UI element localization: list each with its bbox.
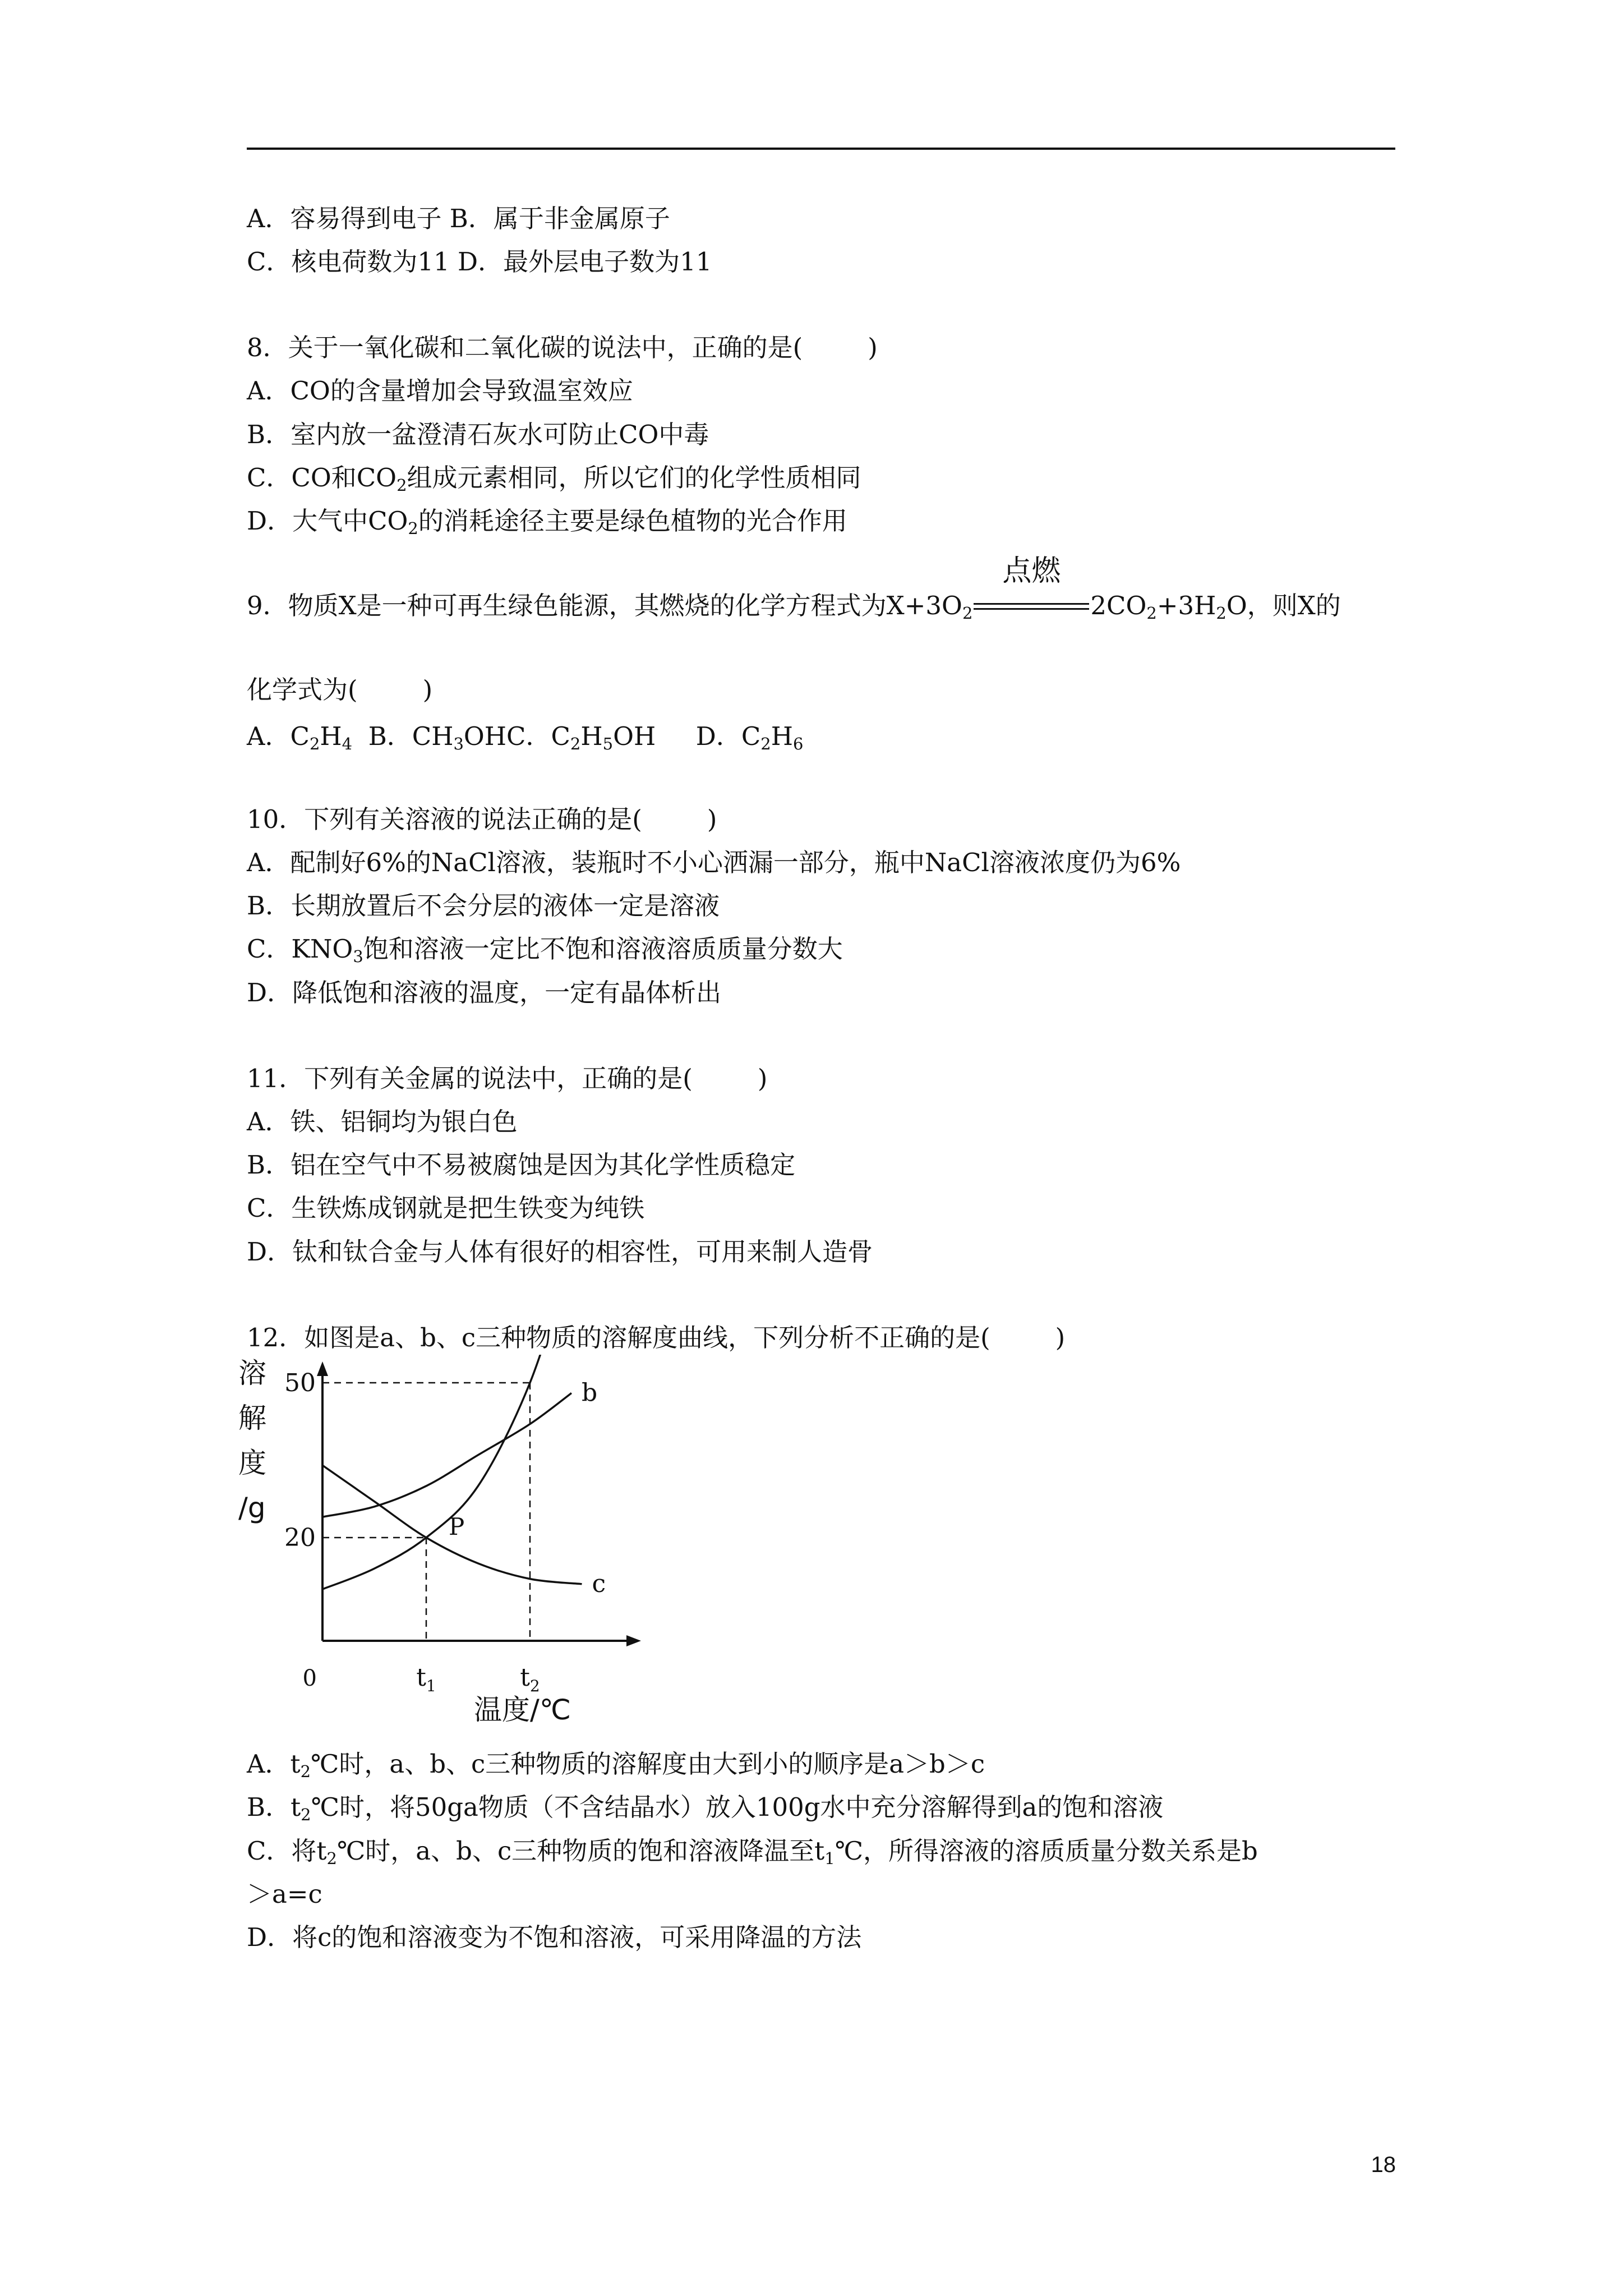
q12-option-b: B．$t_2℃$时，将50ga物质（不含结晶水）放入100g水中充分溶解得到a的饱和溶液 — [247, 1792, 1164, 1824]
q9-option-c: C．$C_2H_5OH$ — [506, 721, 656, 753]
q8-option-b: B．室内放一盆澄清石灰水可防止CO中毒 — [247, 420, 709, 449]
q9-option-a: A．$C_2H_4$ — [247, 721, 353, 753]
q10-option-b: B．长期放置后不会分层的液体一定是溶液 — [247, 891, 720, 921]
q8-option-a: A．CO的含量增加会导致温室效应 — [247, 376, 633, 406]
point-p-label: P — [449, 1513, 465, 1540]
y-tick-label: 20 — [284, 1524, 316, 1552]
origin-label: 0 — [302, 1665, 317, 1691]
y-axis-label-char: /g — [238, 1492, 266, 1524]
q8-stem-text: 8．关于一氧化碳和二氧化碳的说法中，正确的是( — [247, 333, 803, 362]
x-axis-arrow — [626, 1635, 641, 1646]
q11-option-b: B．铝在空气中不易被腐蚀是因为其化学性质稳定 — [247, 1150, 796, 1180]
q8-stem-close: ) — [868, 333, 878, 362]
q8-option-d: D．大气中$CO_2$的消耗途径主要是绿色植物的光合作用 — [247, 506, 847, 538]
y-axis-label-char: 溶 — [238, 1357, 266, 1389]
curve-label-c: c — [592, 1569, 606, 1598]
y-axis-arrow — [317, 1361, 328, 1376]
q11-stem: 11．下列有关金属的说法中，正确的是( ) — [247, 1064, 768, 1093]
q9-stem-line-2: 化学式为( ) — [247, 675, 433, 705]
reaction-condition: 点燃 — [1002, 554, 1061, 588]
header-rule — [247, 148, 1395, 150]
q10-option-a: A．配制好6%的NaCl溶液，装瓶时不小心洒漏一部分，瓶中NaCl溶液浓度仍为6% — [247, 848, 1181, 877]
q11-option-d: D．钛和钛合金与人体有很好的相容性，可用来制人造骨 — [247, 1237, 873, 1267]
curve-b — [322, 1393, 571, 1517]
x-tick-label: $t_2$ — [520, 1663, 540, 1695]
q10-option-d: D．降低饱和溶液的温度，一定有晶体析出 — [247, 978, 722, 1007]
q8-option-c: C．CO和$CO_2$组成元素相同，所以它们的化学性质相同 — [247, 463, 861, 495]
q7-options-row-1: A．容易得到电子 B．属于非金属原子 — [247, 204, 670, 233]
page-number: 18 — [1371, 2152, 1396, 2177]
curve-a — [322, 1355, 571, 1589]
q12-option-d: D．将c的饱和溶液变为不饱和溶液，可采用降温的方法 — [247, 1922, 862, 1952]
q11-option-c: C．生铁炼成钢就是把生铁变为纯铁 — [247, 1193, 645, 1223]
x-axis-label: 温度/℃ — [474, 1694, 571, 1725]
q7-options-row-2: C．核电荷数为11 D．最外层电子数为11 — [247, 247, 712, 277]
y-axis-label-char: 度 — [238, 1447, 266, 1479]
curve-label-b: b — [582, 1378, 598, 1407]
q12-stem: 12．如图是a、b、c三种物质的溶解度曲线，下列分析不正确的是( ) — [247, 1323, 1066, 1352]
q10-stem: 10．下列有关溶液的说法正确的是( ) — [247, 804, 717, 834]
y-tick-label: 50 — [284, 1369, 316, 1397]
q10-option-c: C．$KNO_3$饱和溶液一定比不饱和溶液溶质质量分数大 — [247, 934, 843, 966]
x-tick-label: $t_1$ — [416, 1663, 436, 1695]
q9-option-b: B．$CH_3OH$ — [368, 721, 507, 753]
q12-option-a: A．$t_2℃$时，a、b、c三种物质的溶解度由大到小的顺序是a＞b＞c — [247, 1749, 985, 1781]
q8-stem — [247, 331, 878, 365]
q12-option-c-line-2: ＞a=c — [247, 1879, 322, 1909]
y-axis-label-char: 解 — [238, 1402, 266, 1434]
q9-option-d: D．$C_2H_6$ — [695, 721, 804, 753]
q11-option-a: A．铁、铝铜均为银白色 — [247, 1107, 518, 1137]
q9-options — [247, 720, 803, 753]
q9-stem: 9．物质X是一种可再生绿色能源，其燃烧的化学方程式为$X+3O_2$ 点燃 $2CO_2+3H_2O$，则X的 — [247, 554, 1341, 623]
solubility-curve-chart — [238, 1355, 665, 1725]
q12-option-c: C．将$t_2℃$时，a、b、c三种物质的饱和溶液降温至$t_1℃$，所得溶液的溶质质量分数关系是b — [247, 1836, 1258, 1868]
reaction-arrow — [972, 554, 1090, 623]
